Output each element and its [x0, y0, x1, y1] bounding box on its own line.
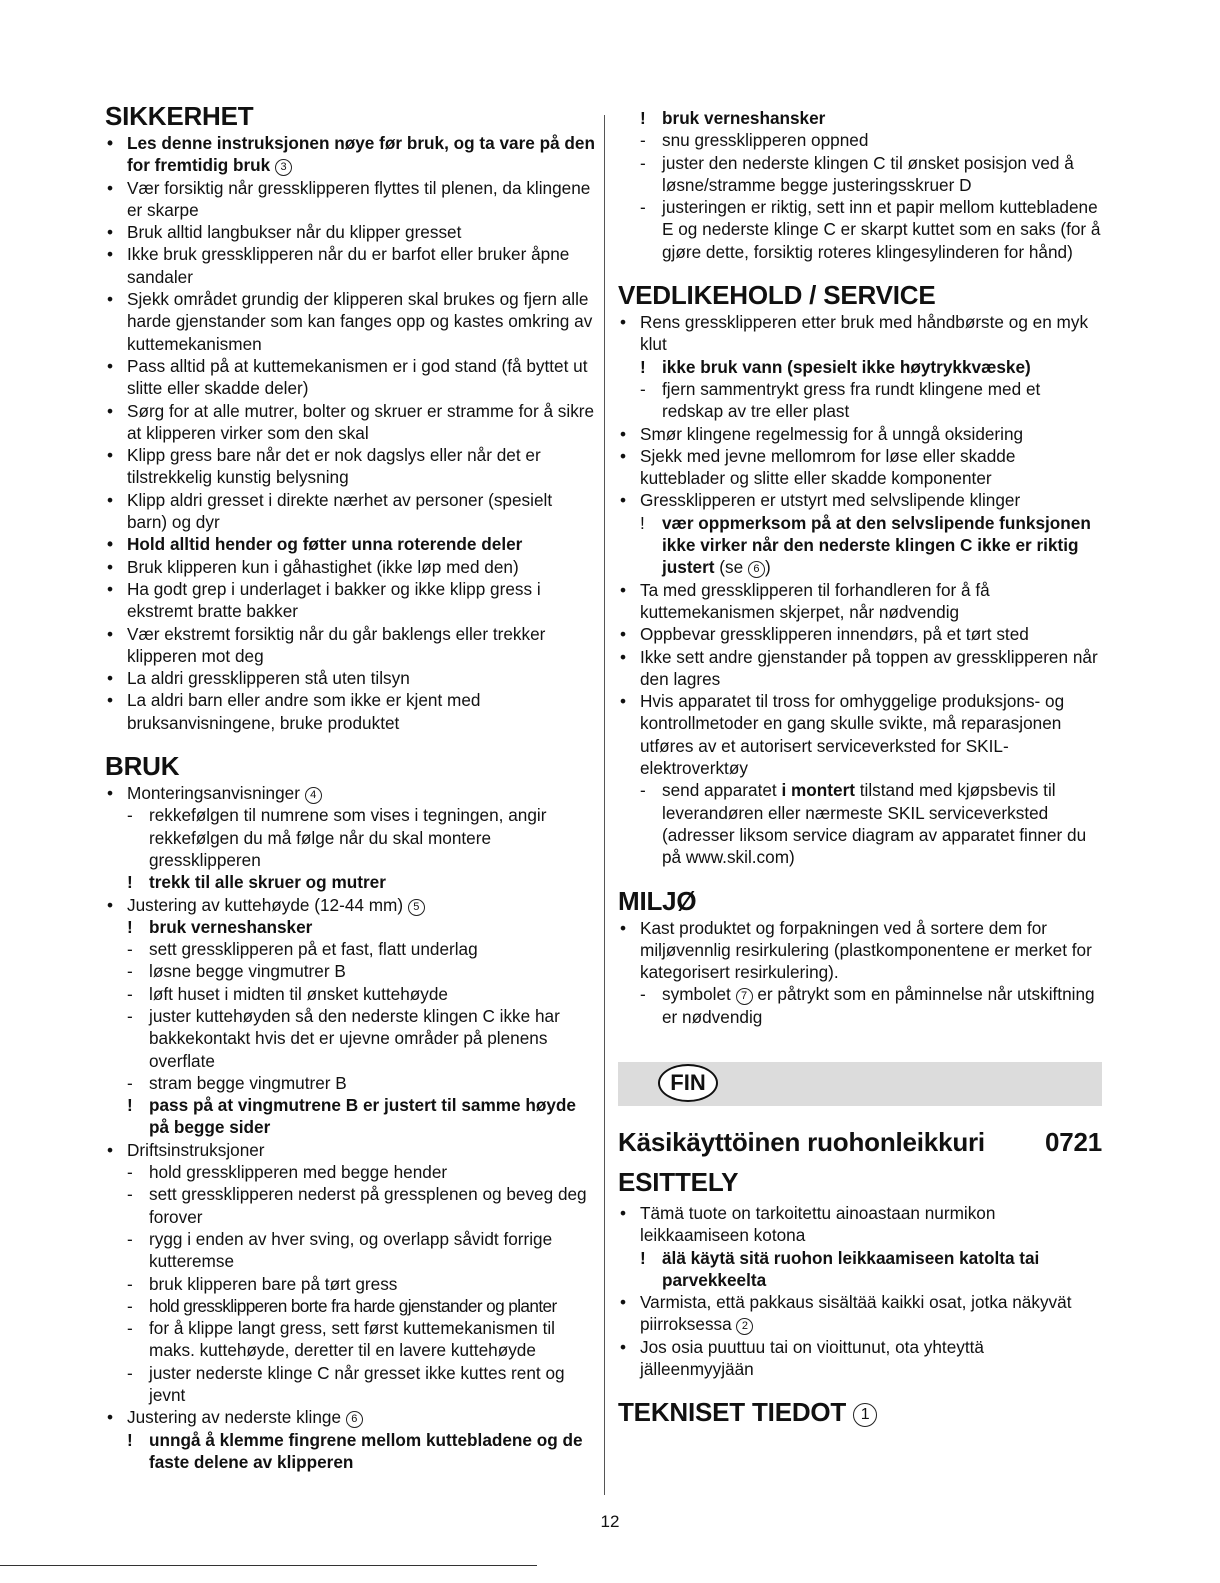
- list-item: • La aldri gressklipperen stå uten tilsyn: [107, 668, 410, 689]
- list-item: - hold gressklipperen med begge hender: [127, 1162, 448, 1183]
- bullet: •: [620, 1336, 627, 1357]
- dash: -: [127, 1295, 133, 1316]
- dash: -: [640, 984, 646, 1005]
- dash: -: [127, 1318, 133, 1339]
- figure-ref-icon: 3: [275, 159, 292, 176]
- bullet: •: [620, 1292, 627, 1313]
- list-item: • Sørg for at alle mutrer, bolter og skruer er stramme for å sikre at klipperen virker som den skal: [107, 400, 595, 443]
- list-item: • Ha godt grep i underlaget i bakker og ikke klipp gress i ekstremt bratte bakker: [107, 578, 541, 622]
- warning-icon: !: [640, 356, 646, 377]
- dash: -: [127, 1162, 133, 1183]
- bullet: •: [620, 917, 627, 938]
- list-item: - stram begge vingmutrer B: [127, 1072, 347, 1093]
- bullet: •: [620, 1202, 627, 1223]
- list-item: - rekkefølgen til numrene som vises i tegningen, angir rekkefølgen du må følge når du skal montere gressklipperen: [127, 805, 547, 870]
- dash: -: [127, 805, 133, 826]
- list-item: • Ta med gressklipperen til forhandleren for å få kuttemekanismen skjerpet, når nødvendig: [620, 579, 990, 622]
- bullet: •: [620, 445, 627, 466]
- bullet: •: [107, 1139, 114, 1160]
- section-title-tekniset: TEKNISET TIEDOT 1: [618, 1396, 1102, 1428]
- warning-icon: !: [640, 108, 646, 128]
- page-number: 12: [600, 1512, 620, 1531]
- list-item: - symbolet 7 er påtrykt som en påminnelse når utskiftning er nødvendig: [640, 984, 1095, 1027]
- product-code: 0721: [1044, 1126, 1102, 1157]
- warning-icon: !: [127, 872, 133, 893]
- list-item: - løsne begge vingmutrer B: [127, 961, 346, 982]
- figure-ref-icon: 2: [736, 1318, 753, 1335]
- list-item: • Kast produktet og forpakningen ved å sortere dem for miljøvennlig resirkulering (plastkomponentene er merket for kategorisert resirkulering).: [620, 917, 1092, 983]
- list-item: • Driftsinstruksjoner: [107, 1139, 265, 1160]
- bruk-continued-list: [618, 107, 1102, 263]
- list-item: • Vær forsiktig når gressklipperen flyttes til plenen, da klingene er skarpe: [107, 177, 591, 220]
- bullet: •: [107, 445, 114, 466]
- list-item: • Klipp gress bare når det er nok dagslys eller når det er tilstrekkelig kunstig belysning: [107, 445, 541, 488]
- list-item: • Les denne instruksjonen nøye før bruk, og ta vare på den for fremtidig bruk 3: [107, 133, 595, 176]
- dash: -: [640, 780, 646, 801]
- right-column: [618, 107, 1102, 1428]
- dash: -: [640, 130, 646, 151]
- section-title-sikkerhet: SIKKERHET: [105, 101, 254, 131]
- figure-ref-icon: 1: [853, 1403, 877, 1427]
- list-item: • Hold alltid hender og føtter unna roterende deler: [107, 534, 523, 555]
- list-item: - snu gressklipperen oppned: [640, 130, 869, 151]
- list-item: • Bruk alltid langbukser når du klipper gresset: [107, 222, 462, 243]
- sikkerhet-list: [105, 132, 595, 734]
- bullet: •: [107, 489, 114, 510]
- bullet: •: [107, 244, 114, 265]
- list-item: - rygg i enden av hver sving, og overlapp såvidt forrige kutteremse: [127, 1228, 553, 1272]
- bullet: •: [620, 312, 627, 333]
- list-item: • Monteringsanvisninger 4: [105, 782, 595, 804]
- dash: -: [127, 1005, 133, 1026]
- dash: -: [127, 961, 133, 982]
- list-item: - løft huset i midten til ønsket kuttehøyde: [127, 983, 448, 1004]
- bullet: •: [107, 578, 114, 599]
- bullet: •: [620, 423, 627, 444]
- list-item: • Ikke sett andre gjenstander på toppen av gressklipperen når den lagres: [620, 646, 1098, 689]
- dash: -: [640, 152, 646, 173]
- bullet: •: [107, 289, 114, 310]
- list-item: • Rens gressklipperen etter bruk med håndbørste og en myk klut: [620, 312, 1089, 355]
- figure-ref-icon: 7: [736, 988, 753, 1005]
- warning-icon: !: [640, 1247, 646, 1268]
- list-item: • Sjekk med jevne mellomrom for løse eller skadde kutteblader og slitte eller skadde komponenter: [620, 445, 1016, 489]
- warning-item: ! pass på at vingmutrene B er justert til samme høyde på begge sider: [127, 1095, 576, 1138]
- section-title-esittely: ESITTELY: [618, 1166, 739, 1197]
- figure-ref-icon: 6: [748, 561, 765, 578]
- warning-item: ! älä käytä sitä ruohon leikkaamiseen katolta tai parvekkeelta: [640, 1247, 1040, 1290]
- bullet: •: [107, 690, 114, 711]
- warning-icon: !: [127, 1429, 133, 1450]
- list-item: • Pass alltid på at kuttemekanismen er i god stand (få byttet ut slitte eller skadde deler): [107, 355, 588, 399]
- list-item: - bruk klipperen bare på tørt gress: [127, 1273, 398, 1294]
- bullet: •: [107, 177, 114, 198]
- list-item: • Hvis apparatet til tross for omhyggelige produksjons- og kontrollmetoder en gang skulle svikte, må reparasjonen utføres av et autorisert serviceverksted for SKIL-elektroverktøy: [620, 691, 1065, 779]
- language-section-bar: [618, 1062, 1102, 1106]
- bullet: •: [107, 623, 114, 644]
- bullet: •: [107, 783, 114, 804]
- section-title-bruk: BRUK: [105, 751, 180, 782]
- vedlikehold-list: [618, 311, 1102, 868]
- warning-item: ! bruk verneshansker: [640, 108, 826, 128]
- list-item: - fjern sammentrykt gress fra rundt klingene med et redskap av tre eller plast: [640, 378, 1041, 422]
- bullet: •: [107, 355, 114, 376]
- dash: -: [127, 1228, 133, 1249]
- dash: -: [127, 1273, 133, 1294]
- warning-item: ! bruk verneshansker: [127, 916, 313, 937]
- footer-rule: [0, 1565, 537, 1566]
- language-badge: FIN: [658, 1064, 718, 1102]
- warning-item: ! unngå å klemme fingrene mellom kuttebladene og de faste delene av klipperen: [127, 1429, 583, 1472]
- list-item: • Justering av kuttehøyde (12-44 mm) 5: [105, 894, 595, 916]
- warning-icon: !: [640, 512, 645, 533]
- list-item: - hold gressklipperen borte fra harde gjenstander og planter: [127, 1295, 557, 1316]
- list-item: • Justering av nederste klinge 6: [105, 1406, 595, 1428]
- list-item: • Oppbevar gressklipperen innendørs, på et tørt sted: [620, 624, 1029, 645]
- bruk-list: [105, 782, 595, 1473]
- list-item: • Gressklipperen er utstyrt med selvslipende klinger: [620, 490, 1021, 511]
- bullet: •: [620, 490, 627, 511]
- list-item: - sett gressklipperen nederst på gressplenen og beveg deg forover: [127, 1184, 587, 1227]
- list-item: - sett gressklipperen på et fast, flatt underlag: [127, 939, 478, 960]
- dash: -: [127, 1362, 133, 1383]
- figure-ref-icon: 5: [408, 899, 425, 916]
- warning-item: ! trekk til alle skruer og mutrer: [127, 872, 386, 893]
- list-item: • Tämä tuote on tarkoitettu ainoastaan nurmikon leikkaamiseen kotona: [620, 1202, 996, 1246]
- list-item: • Jos osia puuttuu tai on vioittunut, ota yhteyttä jälleenmyyjään: [620, 1336, 984, 1380]
- bullet: •: [107, 400, 114, 421]
- dash: -: [127, 1072, 133, 1093]
- dash: -: [640, 378, 646, 399]
- list-item: - juster nederste klinge C når gresset ikke kuttes rent og jevnt: [127, 1362, 565, 1406]
- list-item: - justeringen er riktig, sett inn et papir mellom kuttebladene E og nederste klinge C er skarpt kuttet som en saks (for å gjøre dette, forsiktig roteres klingesylinderen for hånd): [640, 197, 1101, 262]
- bullet: •: [107, 534, 114, 555]
- bullet: •: [620, 624, 627, 645]
- list-item: • Bruk klipperen kun i gåhastighet (ikke løp med den): [107, 556, 519, 577]
- product-title-row: [618, 1126, 1102, 1158]
- bullet: •: [107, 556, 114, 577]
- list-item: - juster kuttehøyden så den nederste klingen C ikke har bakkekontakt hvis det er ujevne områder på plenens overflate: [127, 1005, 560, 1071]
- warning-icon: !: [127, 916, 133, 937]
- figure-ref-icon: 6: [346, 1411, 363, 1428]
- miljo-list: [618, 917, 1102, 1028]
- list-item: - send apparatet i montert tilstand med kjøpsbevis til leverandøren eller nærmeste SKIL serviceverksted (adresser liksom service diagram av apparatet finner du på www.skil.com): [640, 780, 1087, 868]
- list-item: • Vær ekstremt forsiktig når du går baklengs eller trekker klipperen mot deg: [107, 623, 546, 666]
- esittely-list: [618, 1202, 1102, 1380]
- list-item: - for å klippe langt gress, sett først kuttemekanismen til maks. kuttehøyde, deretter til en lavere kuttehøyde: [127, 1318, 555, 1361]
- figure-ref-icon: 4: [305, 787, 322, 804]
- warning-item: ! vær oppmerksom på at den selvslipende funksjonen ikke virker når den nederste klingen C ikke er riktig justert (se 6 ): [640, 512, 1091, 578]
- section-title-vedlikehold: VEDLIKEHOLD / SERVICE: [618, 280, 936, 311]
- dash: -: [127, 983, 133, 1004]
- dash: -: [127, 1184, 133, 1205]
- bullet: •: [620, 646, 627, 667]
- list-item: • Ikke bruk gressklipperen når du er barfot eller bruker åpne sandaler: [107, 244, 570, 287]
- list-item: • La aldri barn eller andre som ikke er kjent med bruksanvisningene, bruke produktet: [107, 690, 481, 733]
- bullet: •: [107, 222, 114, 243]
- bullet: •: [620, 579, 627, 600]
- bullet: •: [107, 1407, 114, 1428]
- list-item: • Klipp aldri gresset i direkte nærhet av personer (spesielt barn) og dyr: [107, 489, 553, 533]
- list-item: • Smør klingene regelmessig for å unngå oksidering: [620, 423, 1024, 444]
- list-item: - juster den nederste klingen C til ønsket posisjon ved å løsne/stramme begge justeringsskruer D: [640, 152, 1074, 195]
- bullet: •: [620, 691, 627, 712]
- bullet: •: [107, 668, 114, 689]
- left-column: [105, 100, 595, 1473]
- section-title-miljo: MILJØ: [618, 885, 697, 916]
- list-item: • Varmista, että pakkaus sisältää kaikki osat, jotka näkyvät piirroksessa 2: [620, 1292, 1072, 1335]
- bullet: •: [107, 133, 114, 153]
- dash: -: [640, 197, 646, 218]
- column-divider: [604, 115, 605, 1495]
- warning-item: ! ikke bruk vann (spesielt ikke høytrykkvæske): [640, 356, 1031, 377]
- list-item: • Sjekk området grundig der klipperen skal brukes og fjern alle harde gjenstander som kan fanges opp og kastes omkring av kuttemekanismen: [107, 289, 593, 354]
- bullet: •: [107, 894, 114, 915]
- warning-icon: !: [127, 1095, 133, 1116]
- dash: -: [127, 939, 133, 960]
- product-title: Käsikäyttöinen ruohonleikkuri: [618, 1126, 985, 1157]
